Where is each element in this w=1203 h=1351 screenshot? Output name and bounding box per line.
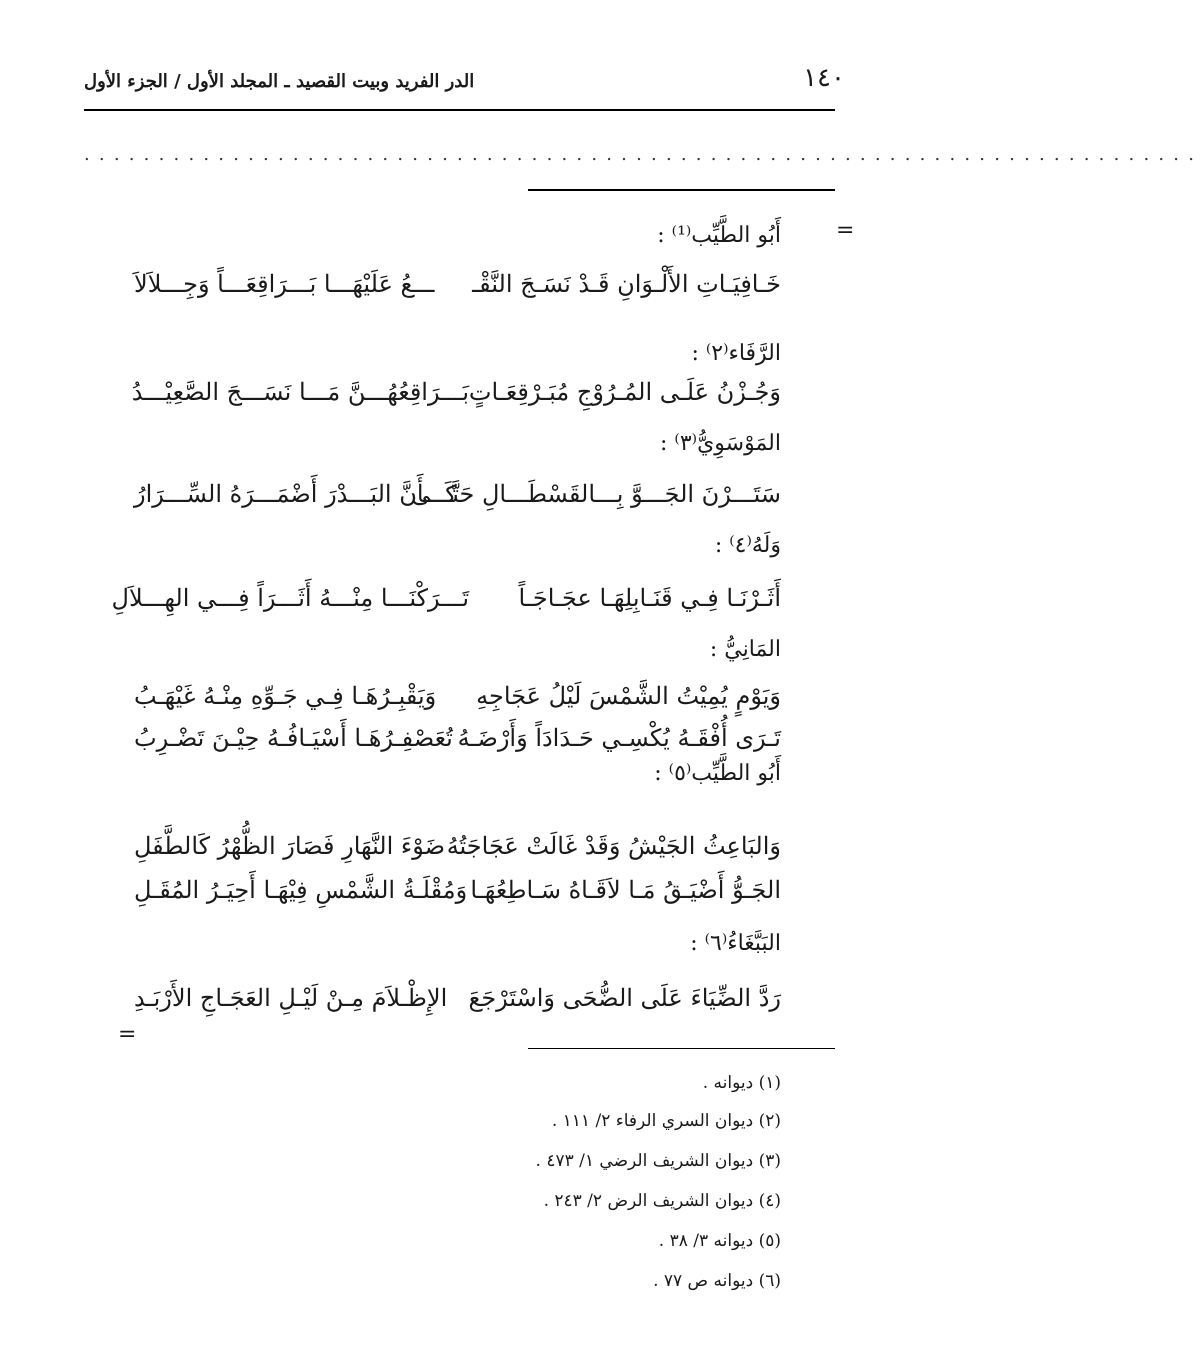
poet-name: البَبَّغَاءُ⁽٦⁾ :: [690, 931, 781, 956]
verse-second-hemistich: ضَوْءَ النَّهَارِ فَصَارَ الظُّهْرُ كَالطَّفَلِ: [134, 832, 445, 860]
footnote: (٦) ديوانه ص ٧٧ .: [653, 1271, 781, 1291]
running-title: الدر الفريد وبيت القصيد ـ المجلد الأول / الجزء الأول: [84, 71, 475, 92]
dotted-separator: ...........................................................................: [84, 144, 1203, 165]
poet-name: وَلَهُ⁽٤⁾ :: [714, 533, 781, 558]
verse-first-hemistich: وَيَوْمٍ يُمِيْتُ الشَّمْسَ لَيْلُ عَجَاجِهِ: [476, 682, 781, 710]
poet-name: أَبُو الطَّيِّب⁽٥⁾ :: [654, 761, 781, 786]
verse-first-hemistich: سَتَـــرْنَ الجَـــوَّ بِـــالقَسْطَـــالِ حَتَّـــى: [411, 480, 781, 508]
margin-continuation-mark-bottom: =: [118, 1022, 137, 1047]
section-rule: [528, 189, 835, 191]
footnote-rule: [528, 1048, 835, 1049]
verse-second-hemistich: تُعَصْفِـرُهَـا أَسْيَـافُـهُ حِيْـنَ تَضْـرِبُ: [134, 724, 453, 752]
footnote: (٣) ديوان الشريف الرضي ١/ ٤٧٣ .: [535, 1151, 781, 1171]
verse-second-hemistich: تَـــرَكْنَـــا مِنْـــهُ أَثَـــرَاً فِـــي الهِـــلاَلِ: [111, 584, 469, 612]
verse-second-hemistich: بَـــرَاقِعُهُـــنَّ مَـــا نَسَـــجَ الصَّعِيْـــدُ: [131, 378, 469, 406]
poet-name: المَانِيُّ :: [709, 637, 781, 662]
header-rule: [84, 109, 835, 111]
verse-first-hemistich: وَالبَاعِثُ الجَيْشُ وَقَدْ غَالَتْ عَجَاجَتُهُ: [446, 832, 781, 860]
verse-second-hemistich: الإِظْـلاَمَ مِـنْ لَيْـلِ العَجَـاجِ الأَرْبَـدِ: [134, 984, 448, 1012]
verse-second-hemistich: ـــعُ عَلَيْهَـــا بَـــرَاقِعَـــاً وَجِـــلاَلاَ: [134, 270, 435, 298]
footnote: (٢) ديوان السري الرفاء ٢/ ١١١ .: [551, 1111, 781, 1131]
poet-name: المَوْسَوِيُّ⁽٣⁾ :: [660, 431, 781, 456]
verse-first-hemistich: خَـافِيَـاتِ الأَلْـوَانِ قَـدْ نَسَـجَ النَّقْـ: [472, 270, 781, 298]
poet-name: أَبُو الطَّيِّب⁽¹⁾ :: [657, 223, 781, 248]
poet-name: الرَّفَاء⁽٢⁾ :: [691, 341, 781, 366]
verse-first-hemistich: رَدَّ الضِّيَاءَ عَلَى الضُّحَى وَاسْتَرْجَعَ: [468, 984, 781, 1012]
verse-second-hemistich: وَمُقْلَـةُ الشَّمْسِ فِيْهَـا أَحِيَـرُ المُقَـلِ: [134, 876, 468, 904]
verse-second-hemistich: كَـــأَنَّ البَـــدْرَ أَضْمَـــرَهُ السِّـــرَارُ: [134, 480, 457, 508]
verse-first-hemistich: أَثَـرْنَـا فِـي قَنَـابِلِهَـا عجَـاجَـاً: [518, 584, 781, 612]
verse-first-hemistich: وَجُـزْنُ عَلَـى المُـرُوْجِ مُبَـرْقِعَـاتٍ: [468, 378, 781, 406]
footnote: (١) ديوانه .: [702, 1073, 781, 1093]
verse-first-hemistich: الجَـوُّ أَضْيَـقُ مَـا لاَقَـاهُ سَـاطِعُهَـا: [470, 876, 781, 904]
footnote: (٥) ديوانه ٣/ ٣٨ .: [658, 1231, 781, 1251]
verse-first-hemistich: تَـرَى أُفْقَـهُ يُكْسِـي حَـدَادَاً وَأَرْضَـهُ: [457, 724, 781, 752]
verse-second-hemistich: وَيَقْبِـرُهَـا فِـي جَـوِّهِ مِنْـهُ غَيْهَـبُ: [134, 682, 437, 710]
footnote: (٤) ديوان الشريف الرض ٢/ ٢٤٣ .: [543, 1191, 781, 1211]
margin-continuation-mark-top: =: [836, 218, 855, 243]
page-number: ١٤٠: [803, 63, 845, 93]
